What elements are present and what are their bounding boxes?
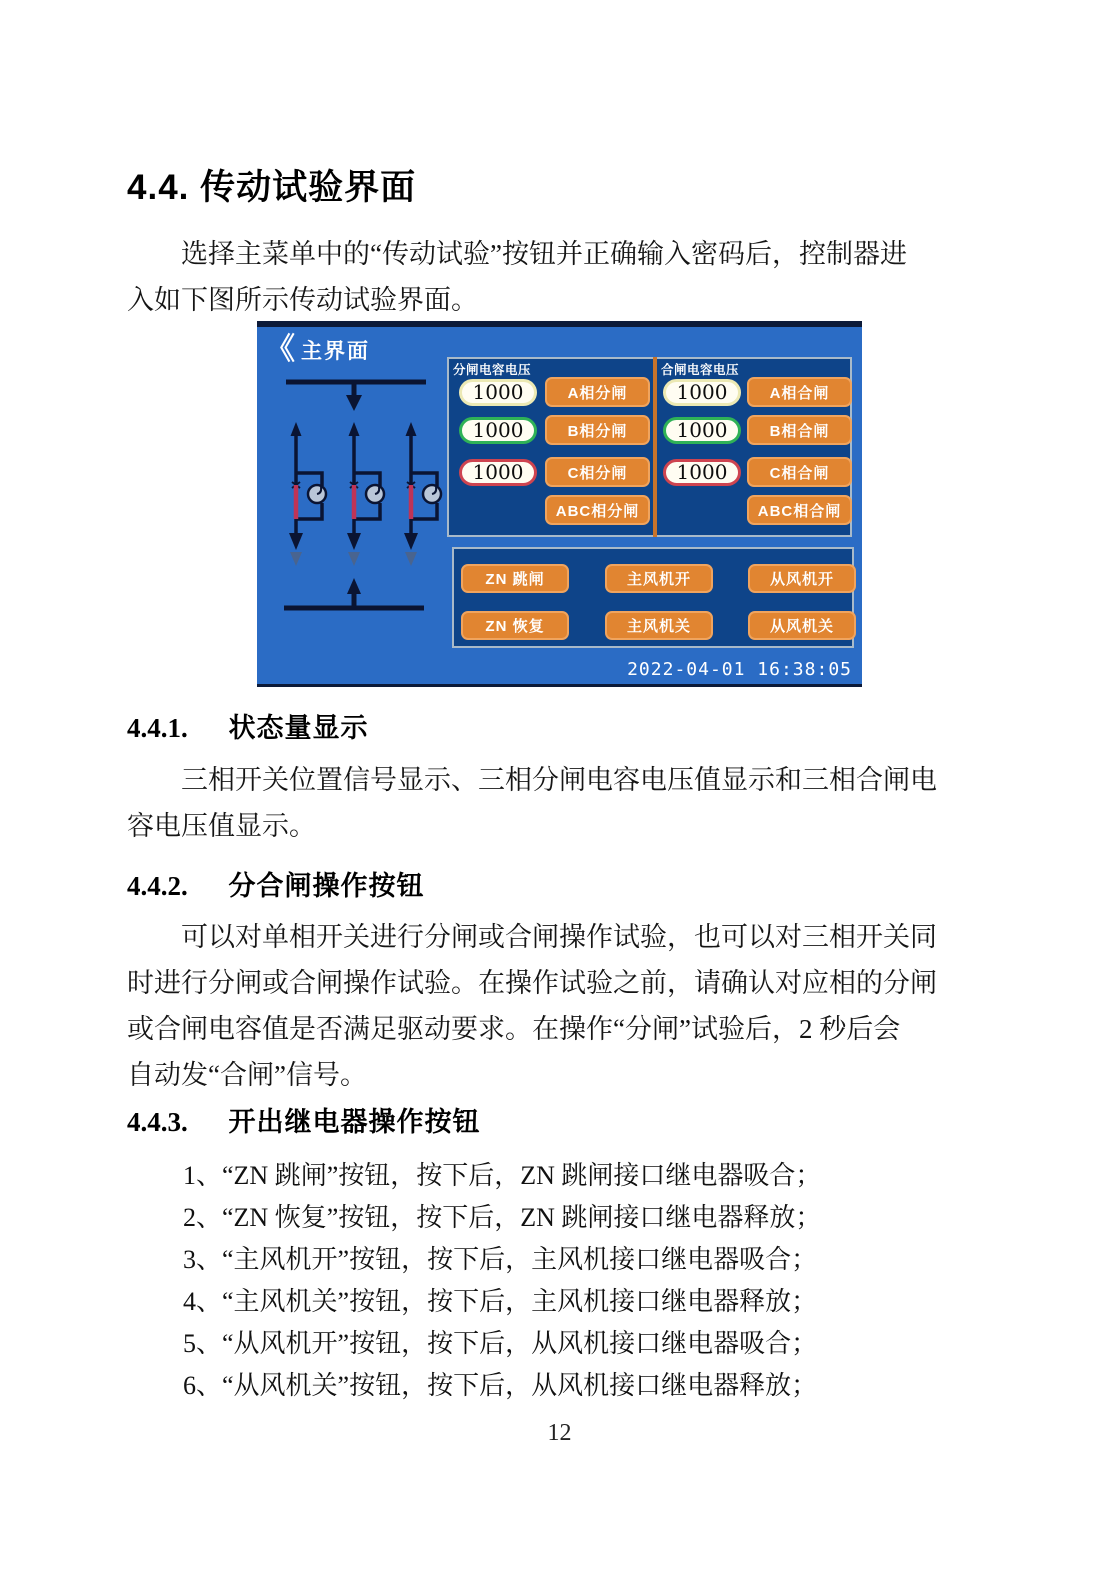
paragraph-line: 自动发“合闸”信号。 bbox=[127, 1060, 367, 1090]
paragraph-line: 三相开关位置信号显示、三相分闸电容电压值显示和三相合闸电 bbox=[181, 765, 937, 795]
abc-phase-open-button[interactable]: ABC相分闸 bbox=[545, 495, 650, 525]
zn-trip-button[interactable]: ZN 跳闸 bbox=[461, 564, 569, 593]
a-phase-close-button[interactable]: A相合闸 bbox=[747, 377, 852, 407]
back-to-main-control[interactable] bbox=[265, 333, 370, 367]
subsection-heading-441 bbox=[127, 706, 369, 745]
subsection-title: 开出继电器操作按钮 bbox=[228, 1107, 481, 1137]
paragraph-line: 容电压值显示。 bbox=[127, 811, 316, 841]
subsection-title: 分合闸操作按钮 bbox=[228, 871, 425, 901]
list-item: 6、“从风机关”按钮，按下后，从风机接口继电器释放； bbox=[183, 1371, 818, 1400]
abc-phase-close-button[interactable]: ABC相合闸 bbox=[747, 495, 852, 525]
list-item: 3、“主风机开”按钮，按下后，主风机接口继电器吸合； bbox=[183, 1245, 818, 1274]
list-item: 2、“ZN 恢复”按钮，按下后，ZN 跳闸接口继电器释放； bbox=[183, 1203, 822, 1232]
a-phase-close-voltage: 1000 bbox=[663, 379, 741, 406]
paragraph-line: 或合闸电容值是否满足驱动要求。在操作“分闸”试验后，2 秒后会 bbox=[127, 1014, 901, 1044]
c-phase-close-voltage: 1000 bbox=[663, 459, 741, 486]
b-phase-close-voltage: 1000 bbox=[663, 417, 741, 444]
a-phase-open-button[interactable]: A相分闸 bbox=[545, 377, 650, 407]
timestamp: 2022-04-01 16:38:05 bbox=[627, 659, 852, 680]
main-fan-on-button[interactable]: 主风机开 bbox=[605, 564, 713, 593]
b-phase-close-button[interactable]: B相合闸 bbox=[747, 415, 852, 445]
open-capacitor-panel bbox=[447, 357, 654, 537]
paragraph-line: 入如下图所示传动试验界面。 bbox=[127, 285, 478, 315]
paragraph-line: 可以对单相开关进行分闸或合闸操作试验，也可以对三相开关同 bbox=[181, 922, 937, 952]
subsection-number: 4.4.3. bbox=[127, 1107, 188, 1137]
subsection-number: 4.4.1. bbox=[127, 713, 188, 743]
back-label[interactable]: 主界面 bbox=[301, 340, 370, 363]
list-item: 4、“主风机关”按钮，按下后，主风机接口继电器释放； bbox=[183, 1287, 818, 1316]
list-item: 1、“ZN 跳闸”按钮，按下后，ZN 跳闸接口继电器吸合； bbox=[183, 1161, 822, 1190]
status-display-paragraph bbox=[127, 757, 995, 849]
back-icon[interactable]: 《 bbox=[265, 333, 295, 366]
page-number: 12 bbox=[547, 1420, 572, 1446]
list-item: 5、“从风机开”按钮，按下后，从风机接口继电器吸合； bbox=[183, 1329, 818, 1358]
operation-buttons-paragraph bbox=[127, 914, 995, 1098]
paragraph-line: 选择主菜单中的“传动试验”按钮并正确输入密码后，控制器进 bbox=[181, 239, 907, 269]
close-capacitor-panel bbox=[657, 357, 852, 537]
c-phase-close-button[interactable]: C相合闸 bbox=[747, 457, 852, 487]
hmi-screenshot bbox=[257, 321, 862, 687]
subsection-heading-442 bbox=[127, 864, 425, 903]
relay-button-list bbox=[183, 1155, 995, 1407]
subsection-title: 状态量显示 bbox=[228, 713, 369, 743]
relay-output-panel bbox=[452, 547, 854, 648]
b-phase-open-voltage: 1000 bbox=[459, 417, 537, 444]
close-panel-title: 合闸电容电压 bbox=[661, 363, 740, 377]
c-phase-open-voltage: 1000 bbox=[459, 459, 537, 486]
c-phase-open-button[interactable]: C相分闸 bbox=[545, 457, 650, 487]
b-phase-open-button[interactable]: B相分闸 bbox=[545, 415, 650, 445]
open-panel-title: 分闸电容电压 bbox=[453, 363, 532, 377]
subsection-heading-443 bbox=[127, 1100, 481, 1139]
zn-restore-button[interactable]: ZN 恢复 bbox=[461, 611, 569, 640]
intro-paragraph bbox=[127, 231, 995, 323]
a-phase-open-voltage: 1000 bbox=[459, 379, 537, 406]
aux-fan-on-button[interactable]: 从风机开 bbox=[748, 564, 856, 593]
section-title: 4.4. 传动试验界面 bbox=[127, 168, 417, 207]
aux-fan-off-button[interactable]: 从风机关 bbox=[748, 611, 856, 640]
paragraph-line: 时进行分闸或合闸操作试验。在操作试验之前，请确认对应相的分闸 bbox=[127, 968, 937, 998]
main-fan-off-button[interactable]: 主风机关 bbox=[605, 611, 713, 640]
subsection-number: 4.4.2. bbox=[127, 871, 188, 901]
